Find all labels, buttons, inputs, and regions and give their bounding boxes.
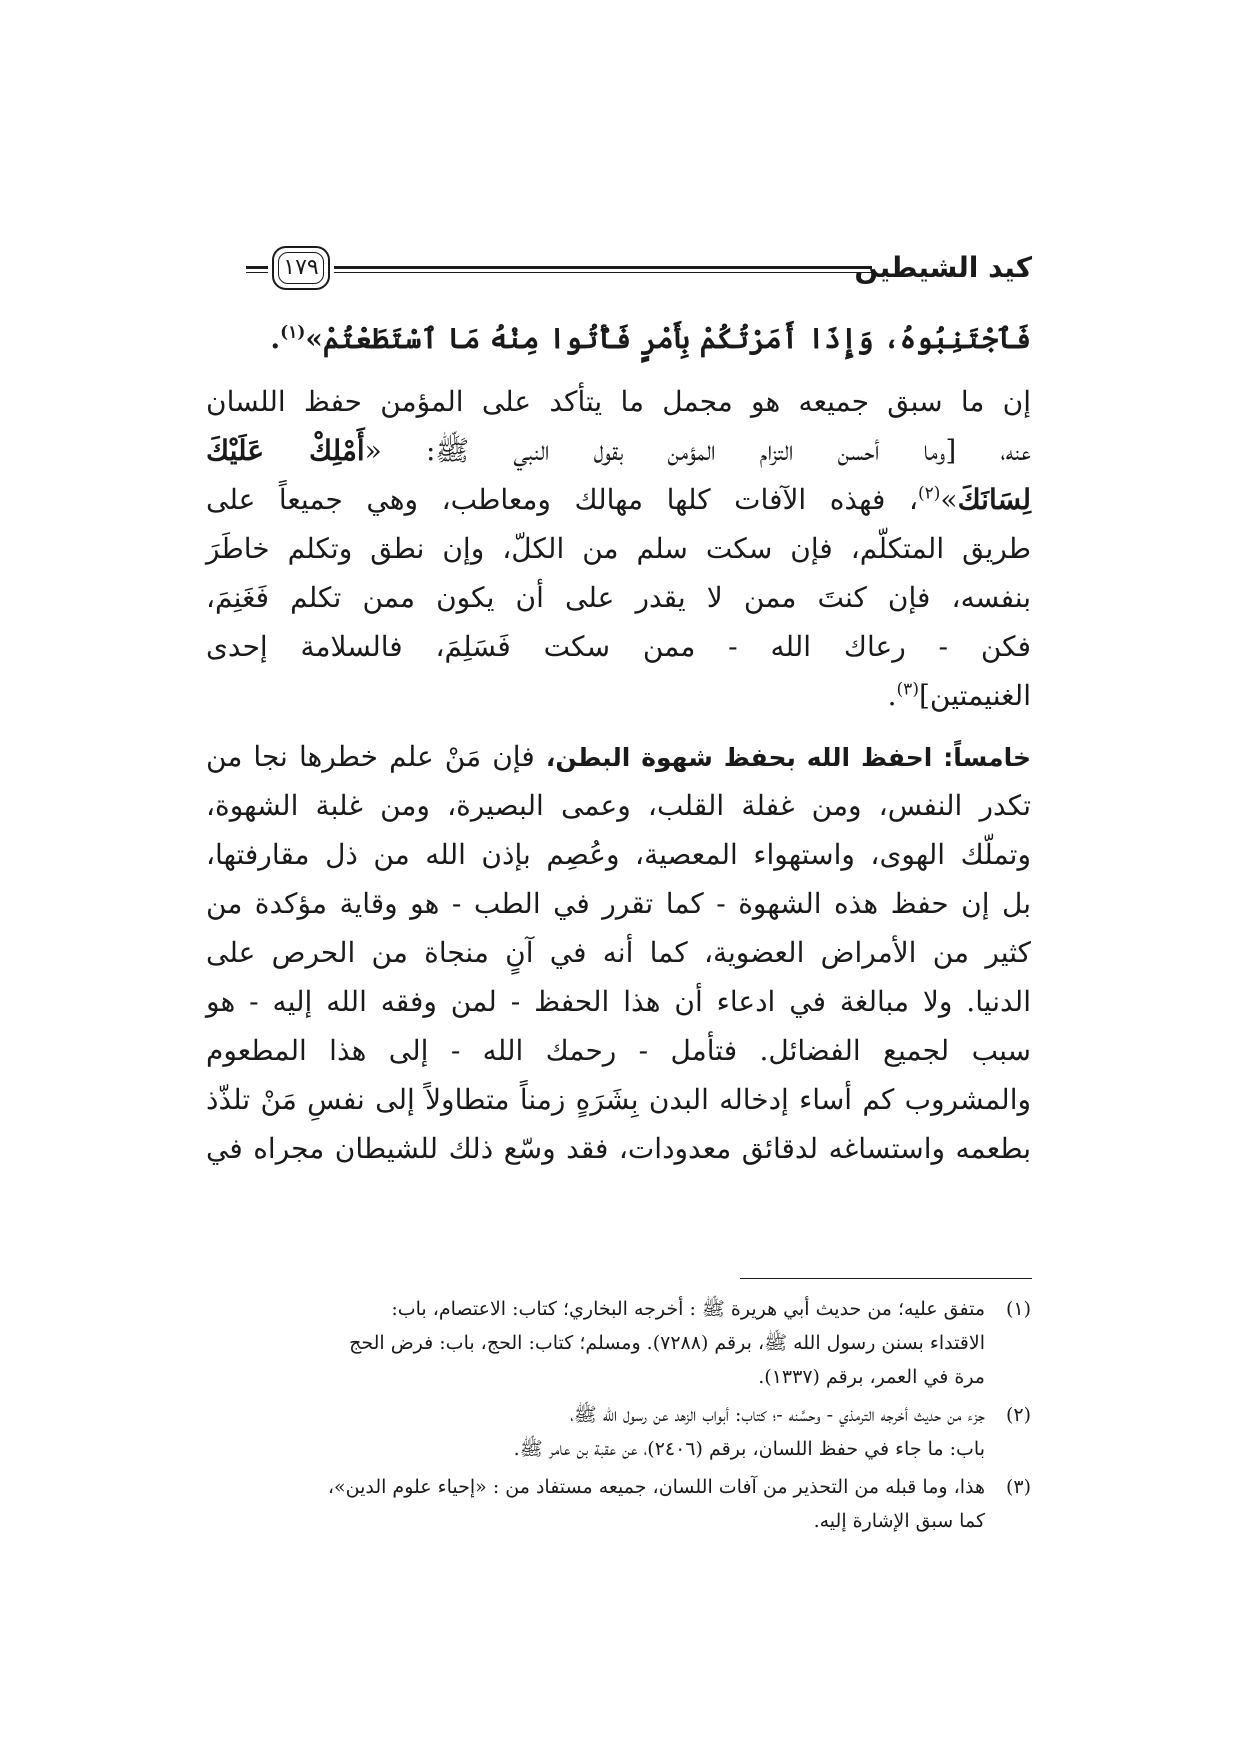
footnote-ref[interactable]: (٢) bbox=[918, 483, 941, 504]
footnote-ref[interactable]: (١) bbox=[280, 322, 306, 343]
paragraph-stomach bbox=[206, 732, 1031, 1173]
footnote-3 bbox=[206, 1470, 1031, 1538]
footnote-line: مرة في العمر، برقم (١٣٣٧). bbox=[758, 1366, 985, 1388]
text-line: بطعمه واستساغه لدقائق معدودات، فقد وسّع ذلك للشيطان مجراه في bbox=[206, 1132, 1031, 1165]
footnote-line: باب: ما جاء في حفظ اللسان، برقم (٢٤٠٦)، عن عقبة بن عامر ﷺ. bbox=[513, 1438, 985, 1460]
text-line: الدنيا. ولا مبالغة في ادعاء أن هذا الحفظ - لمن وفقه الله إليه - هو bbox=[206, 985, 1031, 1018]
text-line: والمشروب كم أساء إدخاله البدن بِشَرَهٍ زمناً متطاولاً إلى نفسِ مَنْ تلذّذ bbox=[206, 1083, 1031, 1116]
text-line: طريق المتكلّم، فإن سكت سلم من الكلّ، وإن نطق وتكلم خاطَرَ bbox=[206, 532, 1031, 565]
text-line: بنفسه، فإن كنتَ ممن لا يقدر على أن يكون ممن تكلم فَغَنِمَ، bbox=[206, 581, 1031, 614]
punctuation: . bbox=[270, 322, 281, 355]
text-span: عنه، [وما أحسن التزام المؤمن بقول النبي ﷺ: « bbox=[364, 434, 1031, 467]
paragraph-tongue bbox=[206, 377, 1031, 720]
text-span: الغنيمتين] bbox=[918, 679, 1031, 712]
verse-text: فَٱجْتَنِبُوهُ، وَإِذَا أَمَرْتُكُمْ بِأَمْرٍ فَأْتُوا مِنْهُ مَا ٱسْتَطَعْتُمْ» bbox=[305, 322, 1031, 355]
page-number-frame bbox=[272, 246, 330, 290]
hadith-bold: أَمْلِكْ عَلَيْكَ bbox=[206, 434, 365, 467]
verse-continuation bbox=[206, 314, 1031, 363]
text-line: إن ما سبق جميعه هو مجمل ما يتأكد على المؤمن حفظ اللسان bbox=[206, 385, 1031, 418]
quote-mark: » bbox=[940, 483, 958, 516]
footnote-number: (١) bbox=[1005, 1298, 1031, 1320]
text-span: ، فهذه الآفات كلها مهالك ومعاطب، وهي جميعاً على bbox=[206, 483, 918, 516]
footnote-number: (٣) bbox=[1005, 1476, 1031, 1498]
text-span: فإن مَنْ علم خطرها نجا من bbox=[206, 740, 546, 773]
footnote-line: متفق عليه؛ من حديث أبي هريرة ﷺ : أخرجه البخاري؛ كتاب: الاعتصام، باب: bbox=[391, 1298, 985, 1320]
page-number: ١٧٩ bbox=[283, 255, 319, 280]
footnote-line: هذا، وما قبله من التحذير من آفات اللسان، جميعه مستفاد من : «إحياء علوم الدين»، bbox=[327, 1476, 985, 1498]
footnotes bbox=[206, 1292, 1031, 1542]
section-heading: خامساً: احفظ الله بحفظ شهوة البطن، bbox=[545, 743, 1031, 772]
footnote-separator bbox=[740, 1278, 1032, 1279]
text-line: فكن - رعاك الله - ممن سكت فَسَلِمَ، فالسلامة إحدى bbox=[206, 630, 1031, 663]
footnote-line: الاقتداء بسنن رسول الله ﷺ، برقم (٧٢٨٨). ومسلم؛ كتاب: الحج، باب: فرض الحج bbox=[349, 1332, 985, 1354]
text-line: كثير من الأمراض العضوية، كما أنه في آنٍ منجاة من الحرص على bbox=[206, 936, 1031, 969]
text-line bbox=[206, 475, 1031, 524]
text-line: بل إن حفظ هذه الشهوة - كما تقرر في الطب - هو وقاية مؤكدة من bbox=[206, 887, 1031, 920]
footnote-line: كما سبق الإشارة إليه. bbox=[813, 1510, 985, 1532]
header-rule-short bbox=[246, 266, 268, 273]
text-line bbox=[206, 671, 1031, 720]
footnote-2 bbox=[206, 1398, 1031, 1466]
running-header bbox=[246, 244, 1032, 296]
running-title: كيد الشيطين bbox=[854, 251, 1032, 284]
text-line bbox=[206, 732, 1031, 781]
text-line: تكدر النفس، ومن غفلة القلب، وعمى البصيرة، ومن غلبة الشهوة، bbox=[206, 789, 1031, 822]
footnote-ref[interactable]: (٣) bbox=[896, 679, 919, 700]
footnote-number: (٢) bbox=[1005, 1404, 1031, 1426]
text-line bbox=[206, 314, 1031, 363]
text-line bbox=[206, 426, 1031, 475]
punctuation: . bbox=[887, 679, 897, 712]
header-rule bbox=[334, 266, 872, 273]
footnote-line: جزء من حديث أخرجه الترمذي - وحسَّنه -؛ كتاب: أبواب الزهد عن رسول الله ﷺ، bbox=[570, 1404, 985, 1426]
text-line: وتملّك الهوى، واستهواء المعصية، وعُصِم بإذن الله من ذل مقارفتها، bbox=[206, 838, 1031, 871]
text-line: سبب لجميع الفضائل. فتأمل - رحمك الله - إلى هذا المطعوم bbox=[206, 1034, 1031, 1067]
hadith-bold: لِسَانَكَ bbox=[957, 483, 1031, 516]
footnote-1 bbox=[206, 1292, 1031, 1394]
